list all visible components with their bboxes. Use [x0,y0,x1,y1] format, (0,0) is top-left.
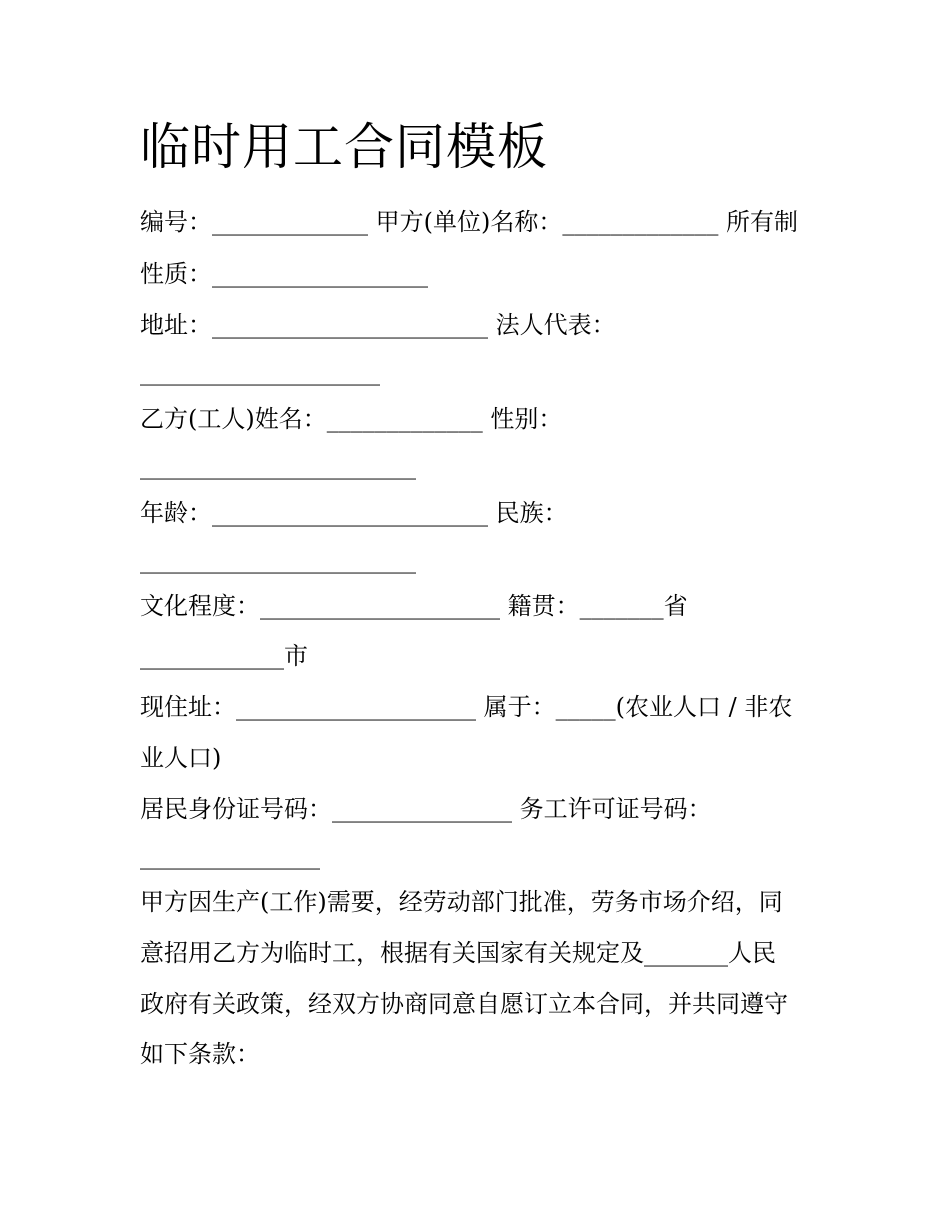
body-paragraph-line-4: 如下条款： [140,1040,260,1068]
field-line-legal-rep-blank: ____________________ [140,358,380,386]
document-title: 临时用工合同模板 [140,118,548,176]
field-line-serial-unit-ownership: 编号：_____________ 甲方(单位)名称：_____________ 所有制 [140,208,798,236]
field-line-gender-blank: _______________________ [140,452,416,480]
field-line-address-legal-rep: 地址：_______________________ 法人代表： [140,311,616,339]
field-line-age-ethnicity: 年龄：_______________________ 民族： [140,499,568,527]
field-line-permit-blank: _______________ [140,842,320,870]
field-line-education-native-place: 文化程度：____________________ 籍贯：_______省 [140,592,688,620]
field-line-native-city: ____________市 [140,642,308,670]
field-line-ownership-nature: 性质：__________________ [140,260,428,288]
body-paragraph-line-1: 甲方因生产(工作)需要，经劳动部门批准，劳务市场介绍，同 [140,888,783,916]
body-paragraph-line-3: 政府有关政策，经双方协商同意自愿订立本合同，并共同遵守 [140,990,788,1018]
body-paragraph-line-2: 意招用乙方为临时工，根据有关国家有关规定及_______人民 [140,939,776,967]
field-line-id-permit: 居民身份证号码：_______________ 务工许可证号码： [140,795,712,823]
field-line-worker-name-gender: 乙方(工人)姓名：_____________ 性别： [140,405,563,433]
field-line-hukou-continued: 业人口) [140,744,222,772]
field-line-ethnicity-blank: _______________________ [140,546,416,574]
field-line-residence-hukou: 现住址：____________________ 属于：_____(农业人口 / 非农 [140,693,793,721]
